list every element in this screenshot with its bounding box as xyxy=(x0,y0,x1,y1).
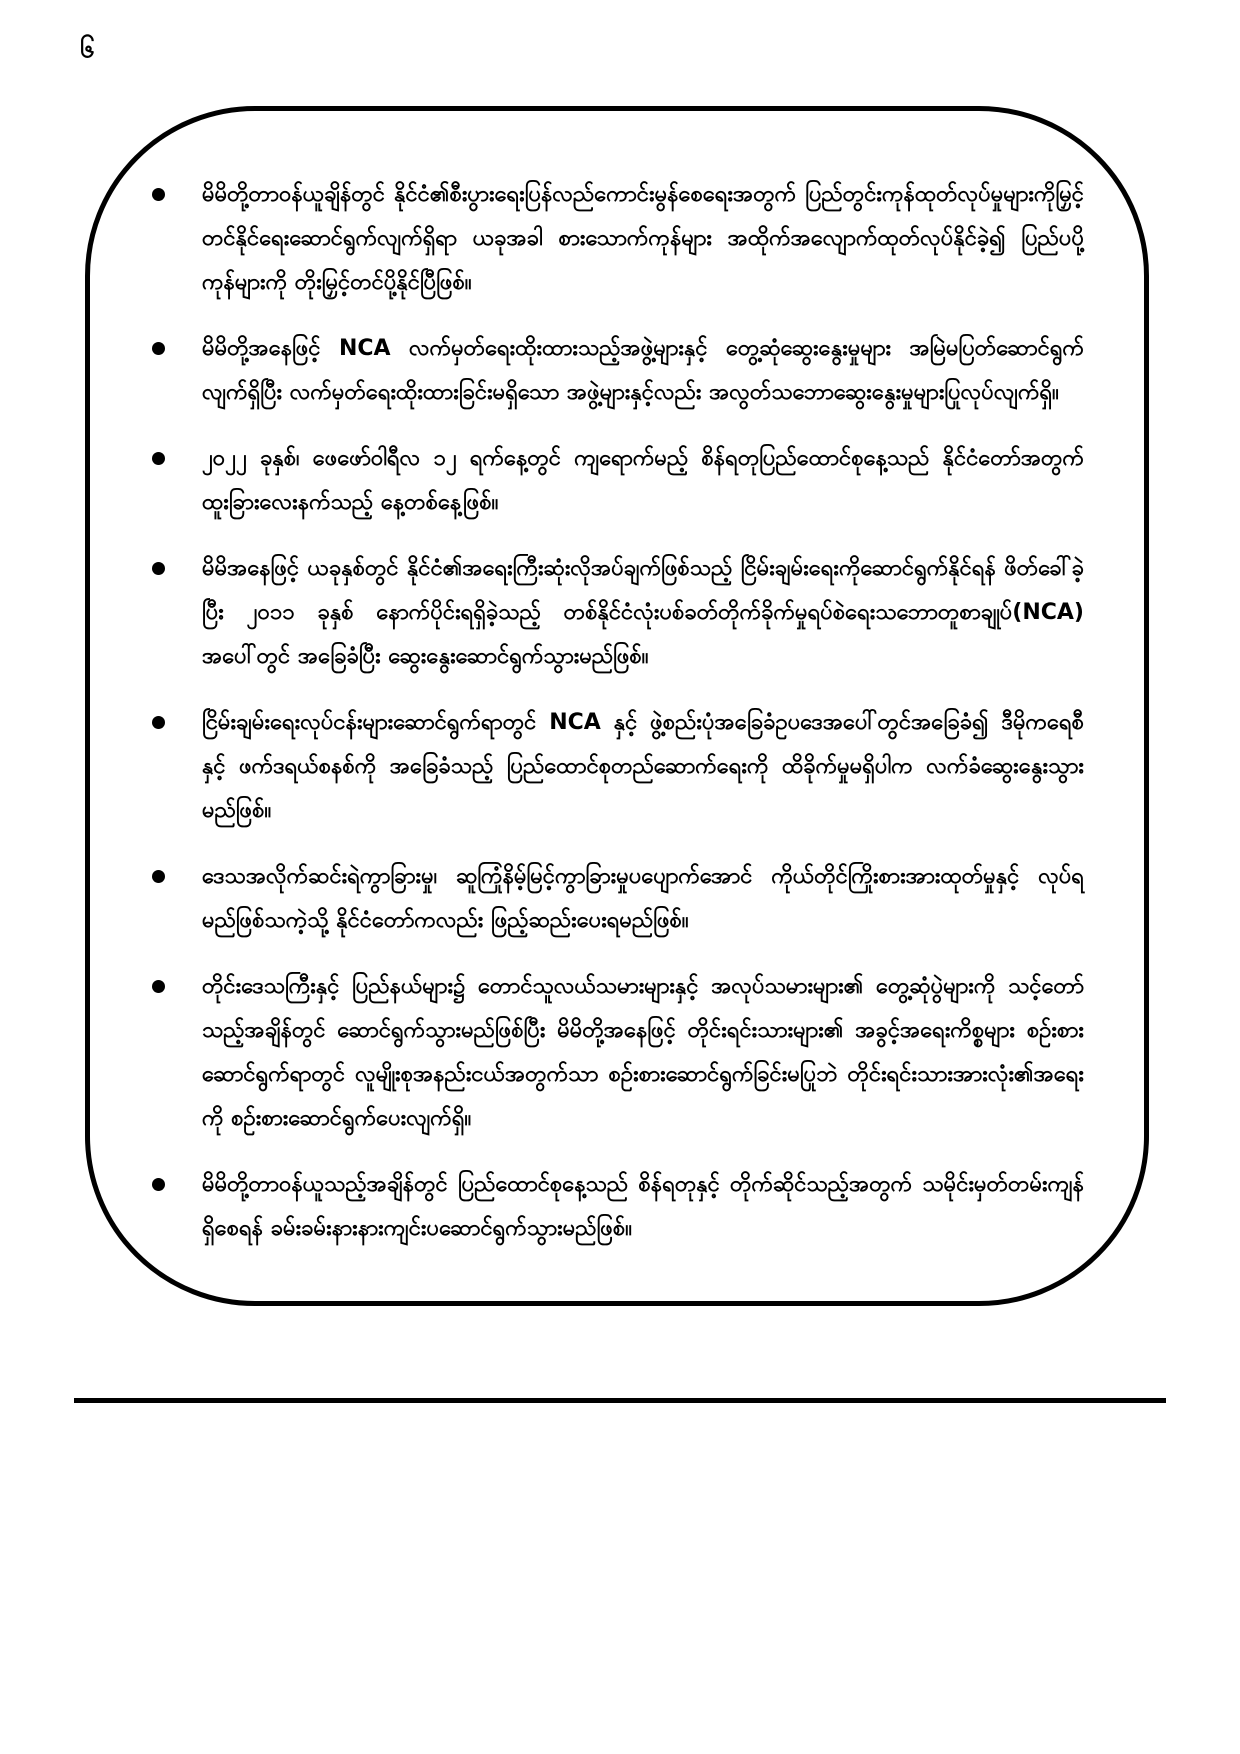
bullet-icon xyxy=(152,452,165,465)
list-item xyxy=(152,547,1084,679)
page-number: ၆ xyxy=(80,34,95,64)
bottom-divider xyxy=(74,1398,1166,1403)
bullet-text: ငြိမ်းချမ်းရေးလုပ်ငန်းများဆောင်ရွက်ရာတွင် NCA နှင့် ဖွဲ့စည်းပုံအခြေခံဥပဒေအပေါ်တွင်အခြေခံ၍ ဒီမိုကရေစီနှင့် ဖက်ဒရယ်စနစ်ကို အခြေခံသည့် ပြည်ထောင်စုတည်ဆောက်ရေးကို ထိခိုက်မှုမရှိပါက လက်ခံဆွေးနွေးသွားမည်ဖြစ်။ xyxy=(202,710,1084,823)
bullet-icon xyxy=(152,188,165,201)
bullet-text: မိမိတို့တာဝန်ယူသည့်အချိန်တွင် ပြည်ထောင်စုနေ့သည် စိန်ရတုနှင့် တိုက်ဆိုင်သည့်အတွက် သမိုင်းမှတ်တမ်းကျန်ရှိစေရန် ခမ်းခမ်းနားနားကျင်းပဆောင်ရွက်သွားမည်ဖြစ်။ xyxy=(202,1172,1084,1241)
bullet-text: မိမိတို့တာဝန်ယူချိန်တွင် နိုင်ငံ၏စီးပွားရေးပြန်လည်ကောင်းမွန်စေရေးအတွက် ပြည်တွင်းကုန်ထုတ်လုပ်မှုများကိုမြှင့်တင်နိုင်ရေးဆောင်ရွက်လျက်ရှိရာ ယခုအခါ စားသောက်ကုန်များ အထိုက်အလျောက်ထုတ်လုပ်နိုင်ခဲ့၍ ပြည်ပပို့ကုန်များကို တိုးမြှင့်တင်ပို့နိုင်ပြီဖြစ်။ xyxy=(202,182,1084,295)
bullet-list xyxy=(152,173,1084,1273)
bullet-icon xyxy=(152,562,165,575)
list-item xyxy=(152,701,1084,833)
list-item xyxy=(152,1163,1084,1251)
list-item xyxy=(152,327,1084,415)
list-item xyxy=(152,855,1084,943)
bullet-icon xyxy=(152,342,165,355)
bullet-text: တိုင်းဒေသကြီးနှင့် ပြည်နယ်များ၌ တောင်သူလယ်သမားများနှင့် အလုပ်သမားများ၏ တွေ့ဆုံပွဲများကို သင့်တော်သည့်အချိန်တွင် ဆောင်ရွက်သွားမည်ဖြစ်ပြီး မိမိတို့အနေဖြင့် တိုင်းရင်းသားများ၏ အခွင့်အရေးကိစ္စများ စဉ်းစားဆောင်ရွက်ရာတွင် လူမျိုးစုအနည်းငယ်အတွက်သာ စဉ်းစားဆောင်ရွက်ခြင်းမပြုဘဲ တိုင်းရင်းသားအားလုံး၏အရေးကို စဉ်းစားဆောင်ရွက်ပေးလျက်ရှိ။ xyxy=(202,974,1084,1131)
bullet-icon xyxy=(152,1178,165,1191)
list-item xyxy=(152,437,1084,525)
bullet-icon xyxy=(152,980,165,993)
bullet-icon xyxy=(152,716,165,729)
list-item xyxy=(152,965,1084,1141)
bullet-text: မိမိအနေဖြင့် ယခုနှစ်တွင် နိုင်ငံ၏အရေးကြီးဆုံးလိုအပ်ချက်ဖြစ်သည့် ငြိမ်းချမ်းရေးကိုဆောင်ရွက်နိုင်ရန် ဖိတ်ခေါ်ခဲ့ပြီး ၂၀၁၁ ခုနှစ် နောက်ပိုင်းရရှိခဲ့သည့် တစ်နိုင်ငံလုံးပစ်ခတ်တိုက်ခိုက်မှုရပ်စဲရေးသဘောတူစာချုပ်(NCA) အပေါ်တွင် အခြေခံပြီး ဆွေးနွေးဆောင်ရွက်သွားမည်ဖြစ်။ xyxy=(202,556,1084,669)
list-item xyxy=(152,173,1084,305)
bullet-text: မိမိတို့အနေဖြင့် NCA လက်မှတ်ရေးထိုးထားသည့်အဖွဲ့များနှင့် တွေ့ဆုံဆွေးနွေးမှုများ အမြဲမပြတ်ဆောင်ရွက်လျက်ရှိပြီး လက်မှတ်ရေးထိုးထားခြင်းမရှိသော အဖွဲ့များနှင့်လည်း အလွတ်သဘောဆွေးနွေးမှုများပြုလုပ်လျက်ရှိ။ xyxy=(202,336,1084,405)
bullet-icon xyxy=(152,870,165,883)
bullet-text: ဒေသအလိုက်ဆင်းရဲကွာခြားမှု၊ ဆူကြုံနိမ့်မြင့်ကွာခြားမှုပပျောက်အောင် ကိုယ်တိုင်ကြိုးစားအားထုတ်မှုနှင့် လုပ်ရမည်ဖြစ်သကဲ့သို့ နိုင်ငံတော်ကလည်း ဖြည့်ဆည်းပေးရမည်ဖြစ်။ xyxy=(202,864,1084,933)
content-box xyxy=(85,106,1149,1306)
bullet-text: ၂၀၂၂ ခုနှစ်၊ ဖေဖော်ဝါရီလ ၁၂ ရက်နေ့တွင် ကျရောက်မည့် စိန်ရတုပြည်ထောင်စုနေ့သည် နိုင်ငံတော်အတွက် ထူးခြားလေးနက်သည့် နေ့တစ်နေ့ဖြစ်။ xyxy=(202,446,1084,515)
